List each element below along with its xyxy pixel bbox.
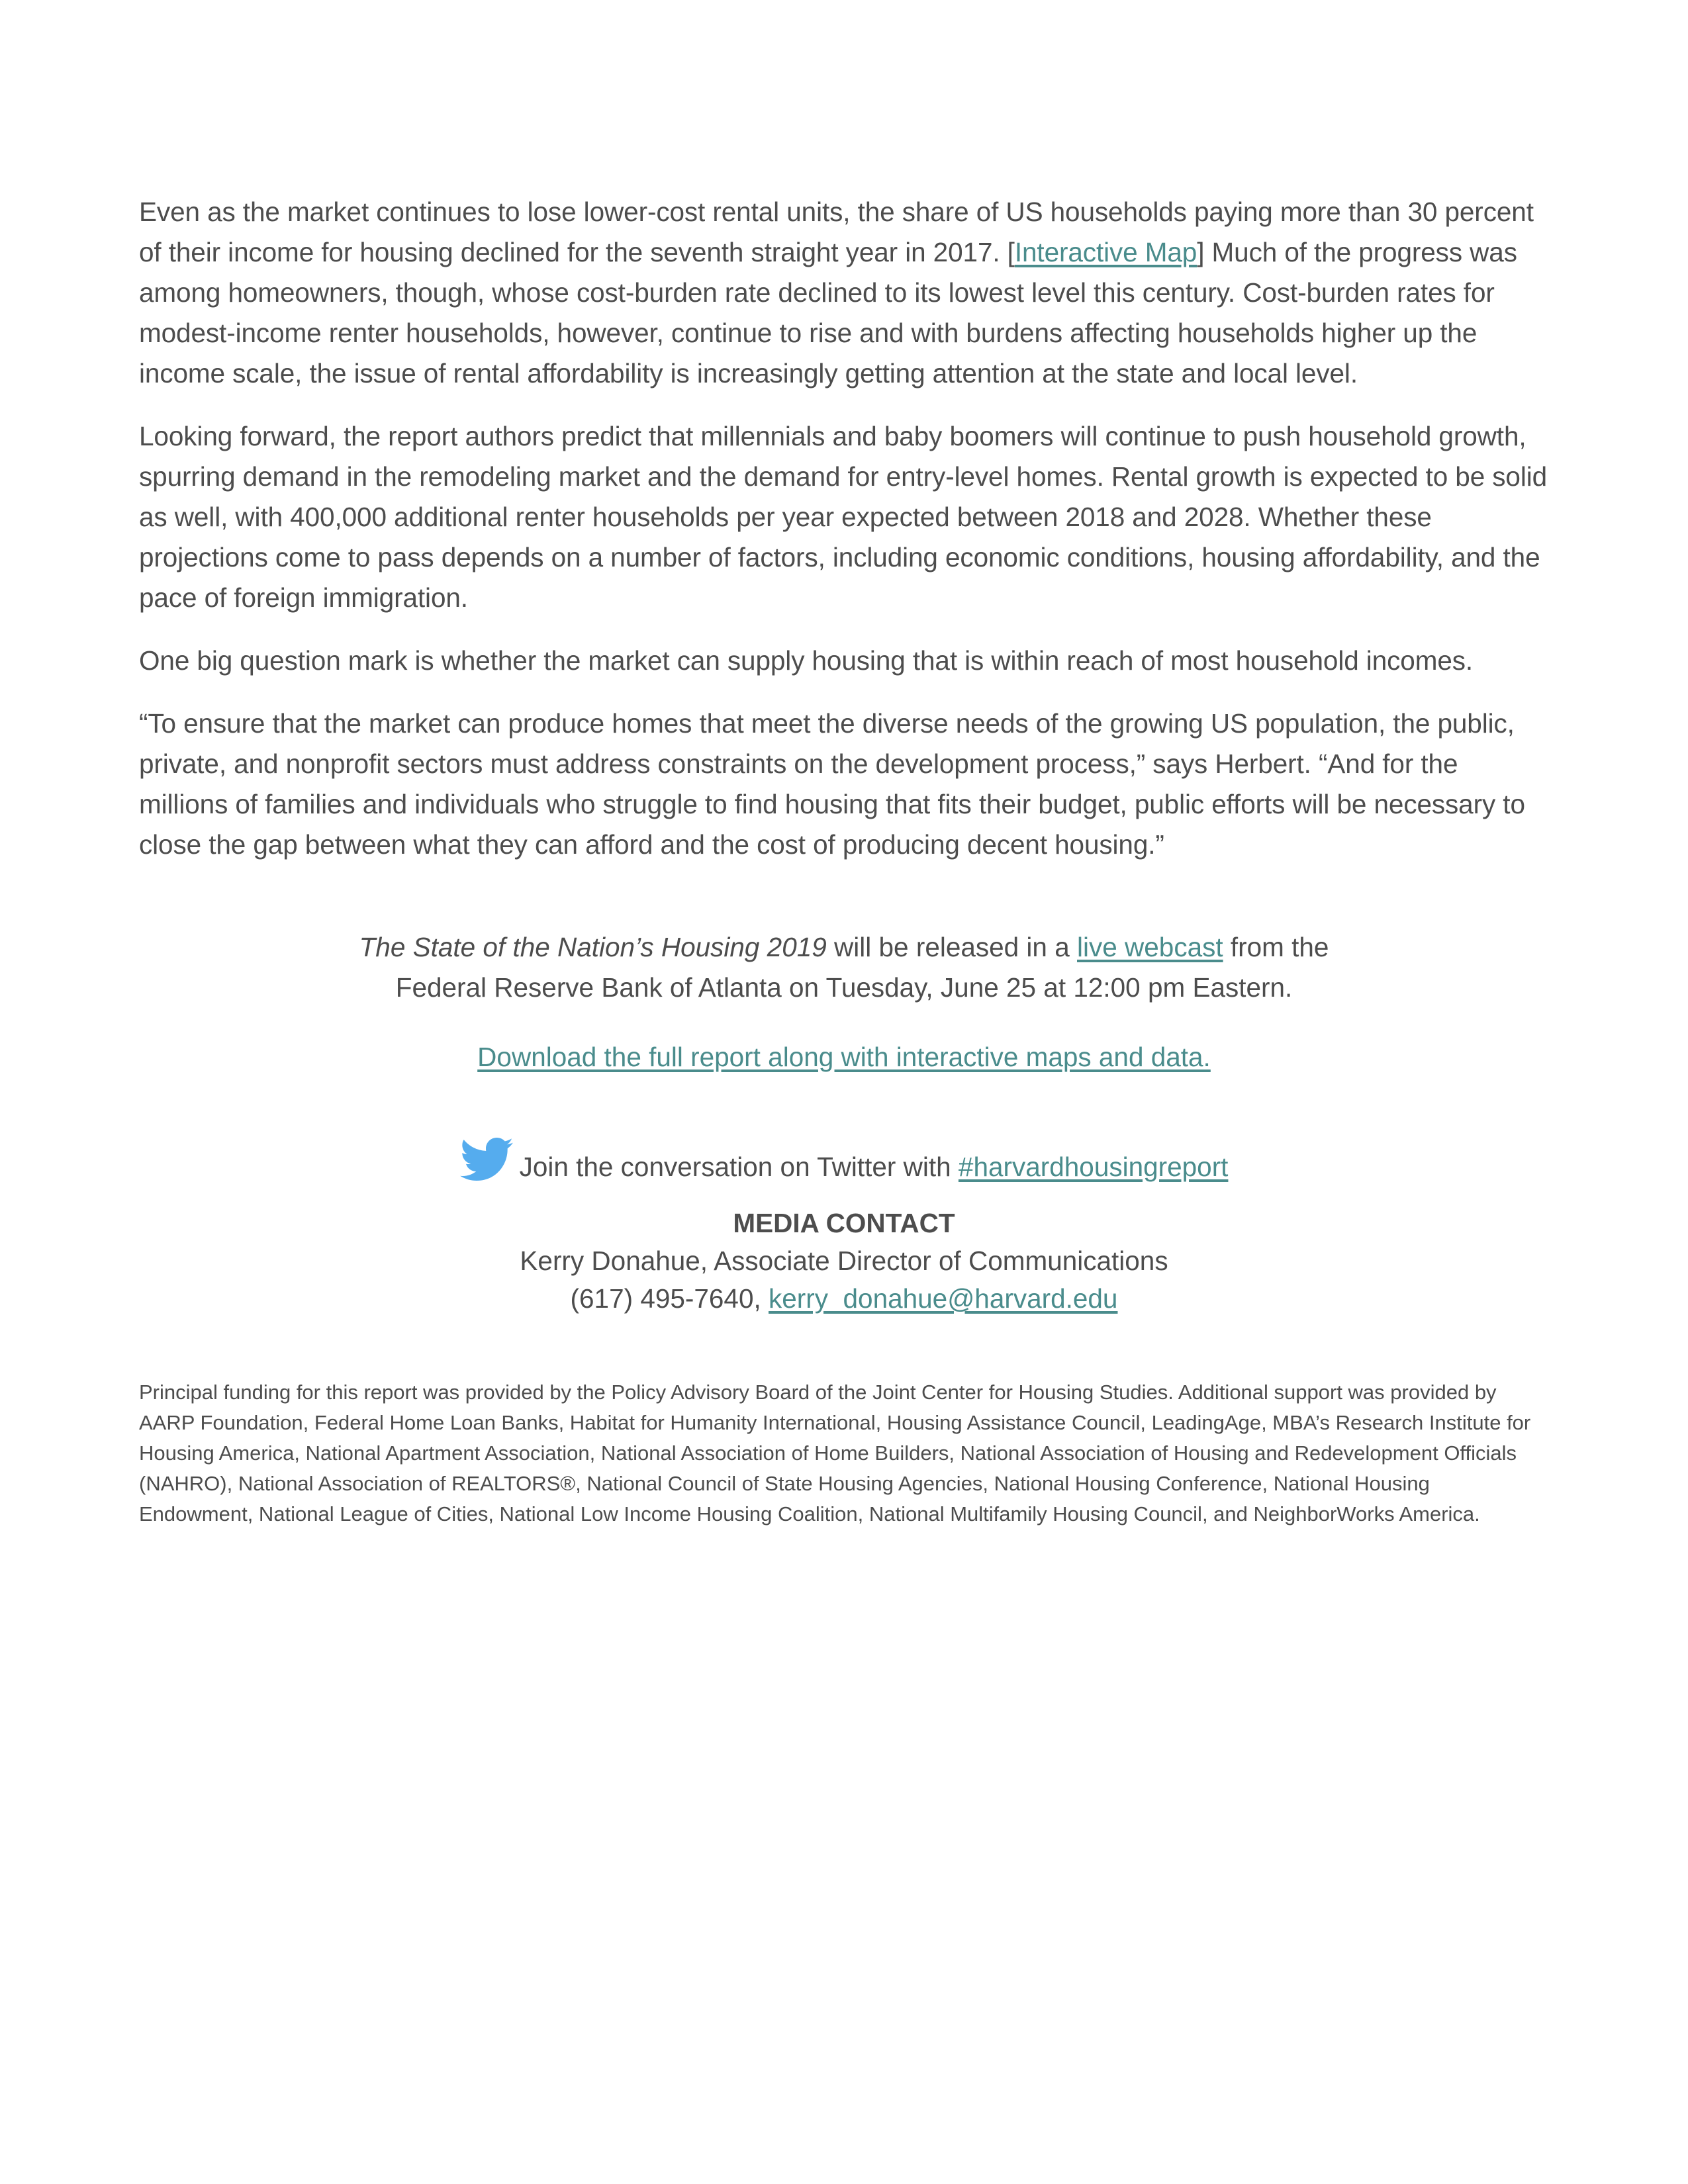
twitter-row bbox=[139, 1137, 1549, 1187]
release-line-2: Federal Reserve Bank of Atlanta on Tuesday, June 25 at 12:00 pm Eastern. bbox=[395, 972, 1293, 1003]
paragraph-quote: “To ensure that the market can produce homes that meet the diverse needs of the growing US population, the public, private, and nonprofit sectors must address constraints on the development process,” says Herbert. “And for the millions of families and individuals who struggle to find housing that fits their budget, public efforts will be necessary to close the gap between what they can afford and the cost of producing decent housing.” bbox=[139, 708, 1525, 860]
live-webcast-link[interactable]: live webcast bbox=[1077, 932, 1223, 962]
media-contact-heading: MEDIA CONTACT bbox=[733, 1208, 955, 1238]
twitter-bird-icon bbox=[460, 1137, 513, 1182]
contact-phone: (617) 495-7640, bbox=[570, 1283, 769, 1314]
hashtag-link[interactable]: #harvardhousingreport bbox=[958, 1152, 1229, 1182]
interactive-map-link[interactable]: Interactive Map bbox=[1014, 237, 1197, 267]
media-contact bbox=[139, 1205, 1549, 1318]
download-report-link[interactable]: Download the full report along with interactive maps and data. bbox=[477, 1042, 1211, 1072]
paragraph-looking-forward: Looking forward, the report authors predict that millennials and baby boomers will continue to push household growth, spurring demand in the remodeling market and the demand for entry-level homes. Rental growth is expected to be solid as well, with 400,000 additional renter households per year expected between 2018 and 2028. Whether these projections come to pass depends on a number of factors, including economic conditions, housing affordability, and the pace of foreign immigration. bbox=[139, 421, 1548, 613]
contact-email-link[interactable]: kerry_donahue@harvard.edu bbox=[769, 1283, 1118, 1314]
funding-note: Principal funding for this report was provided by the Policy Advisory Board of the Joint Center for Housing Studies. Additional support was provided by AARP Foundation, Federal Home Loan Banks, Habitat for Humanity International, Housing Assistance Council, LeadingAge, MBA’s Research Institute for Housing America, National Apartment Association, National Association of Home Builders, National Association of Housing and Redevelopment Officials (NAHRO), National Association of REALTORS®, National Council of State Housing Agencies, National Housing Conference, National Housing Endowment, National League of Cities, National Low Income Housing Coalition, National Multifamily Housing Council, and NeighborWorks America. bbox=[139, 1381, 1531, 1525]
paragraph-text: ] Much of the progress was among homeowners, though, whose cost-burden rate declined to its lowest level this century. Cost-burden rates for modest-income renter households, however, continue to rise and with burdens affecting households higher up the income scale, the issue of rental affordability is increasingly getting attention at the state and local level. bbox=[139, 237, 1517, 388]
paragraph-cost-burden bbox=[139, 192, 1549, 394]
release-line-1 bbox=[139, 927, 1549, 968]
release-text: will be released in a bbox=[826, 932, 1077, 962]
document-page bbox=[139, 192, 1549, 1550]
paragraph-question-mark: One big question mark is whether the market can supply housing that is within reach of most household incomes. bbox=[139, 645, 1474, 676]
report-title: The State of the Nation’s Housing 2019 bbox=[359, 932, 827, 962]
release-text: from the bbox=[1223, 932, 1329, 962]
paragraph-text: Even as the market continues to lose lower-cost rental units, the share of US households paying more than 30 percent of their income for housing declined for the seventh straight year in 2017. [ bbox=[139, 197, 1534, 267]
twitter-text bbox=[520, 1147, 1229, 1187]
download-section bbox=[139, 1037, 1549, 1077]
contact-details bbox=[139, 1280, 1549, 1318]
release-announcement bbox=[139, 927, 1549, 1008]
contact-name: Kerry Donahue, Associate Director of Communications bbox=[520, 1246, 1168, 1276]
twitter-prompt: Join the conversation on Twitter with bbox=[519, 1152, 959, 1182]
